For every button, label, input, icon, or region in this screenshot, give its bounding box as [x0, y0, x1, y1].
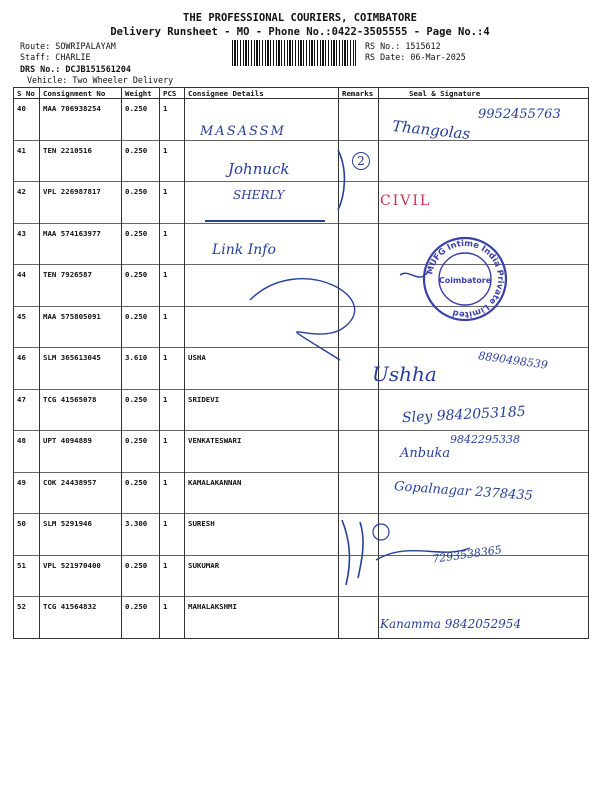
handwritten-name-43: Link Info [212, 242, 276, 258]
table-row: 45 MAA 575805091 0.250 1 [14, 306, 589, 348]
handwritten-signature-47: Sley 9842053185 [401, 403, 527, 427]
table-row: 43 MAA 574163977 0.250 1 [14, 223, 589, 265]
handwritten-name-41: Johnuck [228, 160, 290, 178]
table-row: 47 TCG 41565078 0.250 1 SRIDEVI [14, 389, 589, 431]
company-seal-stamp [422, 236, 508, 322]
table-row: 52 TCG 41564832 0.250 1 MAHALAKSHMI [14, 597, 589, 639]
rs-date-field: RS Date: 06-Mar-2025 [365, 52, 466, 62]
runsheet-subtitle: Delivery Runsheet - MO - Phone No.:0422-3505555 - Page No.:4 [110, 26, 490, 38]
handwritten-phone-48: 9842295338 [450, 433, 520, 446]
route-field: Route: SOWRIPALAYAM [20, 41, 116, 51]
handwritten-signature-40: Thangolas [391, 116, 472, 144]
handwritten-phone-51: 7293538365 [431, 543, 503, 566]
col-consignee: Consignee Details [185, 88, 339, 99]
handwritten-signature-52: Kanamma 9842052954 [380, 617, 522, 631]
handwritten-name-42: SHERLY [233, 188, 285, 202]
stamp-city: Coimbatore [438, 276, 492, 285]
col-sno: S No [14, 88, 40, 99]
table-row: 42 VPL 226987817 0.250 1 [14, 182, 589, 224]
table-row: 41 TEN 2210516 0.250 1 [14, 140, 589, 182]
handwritten-phone-46: 8890498539 [477, 349, 549, 372]
staff-field: Staff: CHARLIE [20, 52, 91, 62]
drs-field: DRS No.: DCJB151561204 [20, 64, 131, 74]
circled-number: 2 [352, 152, 370, 170]
stamp-text: MUFG Intime India Private Limited [424, 237, 507, 321]
table-row: 51 VPL 521970400 0.250 1 SUKUMAR [14, 555, 589, 597]
col-consignment: Consignment No [40, 88, 122, 99]
handwritten-signature-48: Anbuka [400, 446, 451, 461]
table-row: 46 SLM 365613045 3.610 1 USHA [14, 348, 589, 390]
handwritten-name-40: MASASSM [200, 124, 286, 139]
table-row: 40 MAA 706938254 0.250 1 [14, 99, 589, 141]
table-row: 50 SLM 5291946 3.300 1 SURESH [14, 514, 589, 556]
table-row: 49 COK 24438957 0.250 1 KAMALAKANNAN [14, 472, 589, 514]
table-row: 44 TEN 7926587 0.250 1 [14, 265, 589, 307]
rs-no-field: RS No.: 1515612 [365, 41, 441, 51]
col-weight: Weight [122, 88, 160, 99]
table-row: 48 UPT 4094889 0.250 1 VENKATESWARI [14, 431, 589, 473]
col-remarks: Remarks [339, 88, 379, 99]
handwritten-signature-49: Gopalnagar 2378435 [393, 479, 534, 504]
vehicle-field: Vehicle: Two Wheeler Delivery [27, 75, 174, 85]
col-seal: Seal & Signature [379, 88, 589, 99]
handwritten-signature-46: Ushha [372, 362, 437, 386]
company-title: THE PROFESSIONAL COURIERS, COIMBATORE [183, 12, 417, 24]
handwritten-phone-40: 9952455763 [478, 107, 561, 122]
handwritten-remark-42: CIVIL [380, 193, 432, 209]
col-pcs: PCS [160, 88, 185, 99]
